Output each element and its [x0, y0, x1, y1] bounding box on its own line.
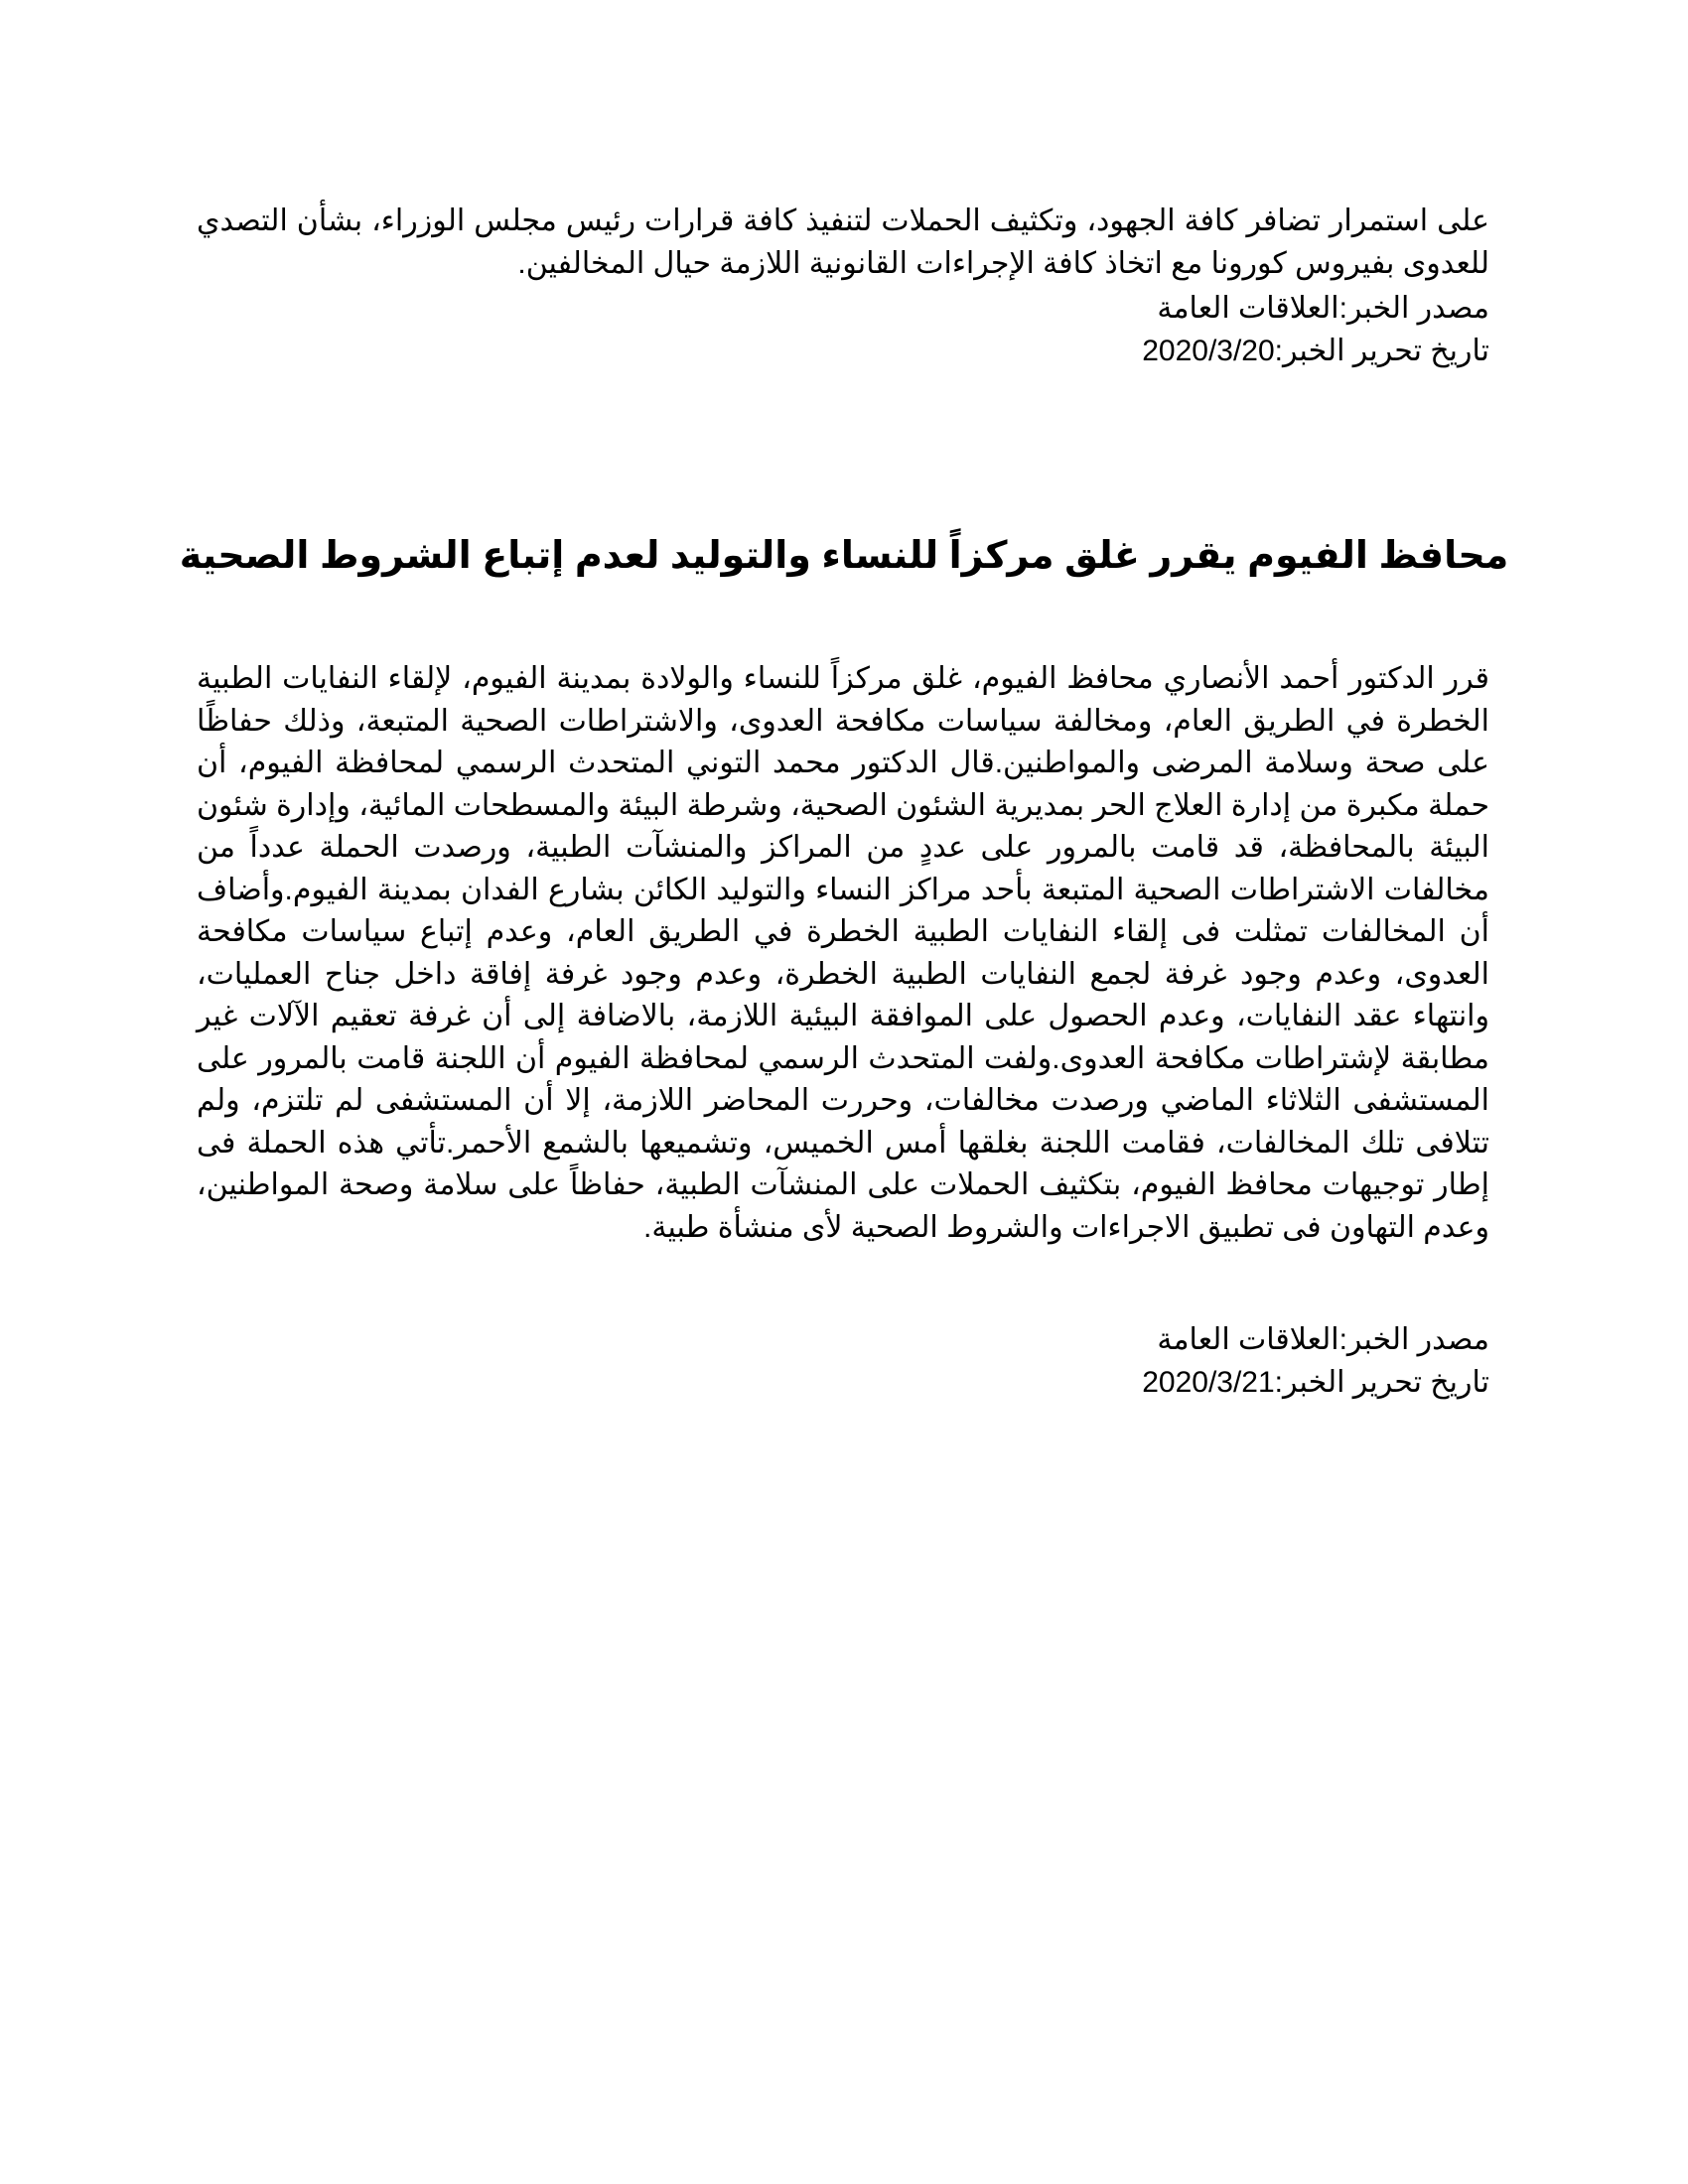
article-headline: محافظ الفيوم يقرر غلق مركزاً للنساء والتوليد لعدم إتباع الشروط الصحية — [179, 535, 1509, 577]
source-label: مصدر الخبر: — [1338, 292, 1489, 325]
source-label: مصدر الخبر: — [1338, 1323, 1489, 1356]
previous-article-meta — [1142, 288, 1489, 372]
date-value: 2020/3/20 — [1142, 334, 1275, 367]
source-line — [1142, 1319, 1489, 1362]
source-value: العلاقات العامة — [1157, 292, 1339, 325]
date-value: 2020/3/21 — [1142, 1365, 1275, 1399]
source-line — [1142, 288, 1489, 331]
date-line — [1142, 1362, 1489, 1405]
date-label: تاريخ تحرير الخبر: — [1274, 334, 1489, 367]
previous-article-paragraph: على استمرار تضافر كافة الجهود، وتكثيف الحملات لتنفيذ كافة قرارات رئيس مجلس الوزراء، بشأن التصدي للعدوى بفيروس كورونا مع اتخاذ كافة الإجراءات القانونية اللازمة حيال المخالفين. — [197, 205, 1489, 280]
article-body: قرر الدكتور أحمد الأنصاري محافظ الفيوم، غلق مركزاً للنساء والولادة بمدينة الفيوم، لإلقاء النفايات الطبية الخطرة في الطريق العام، ومخالفة سياسات مكافحة العدوى، والاشتراطات الصحية المتبعة، وذلك حفاظًا على صحة وسلامة المرضى والمواطنين.قال الدكتور محمد التوني المتحدث الرسمي لمحافظة الفيوم، أن حملة مكبرة من إدارة العلاج الحر بمديرية الشئون الصحية، وشرطة البيئة والمسطحات المائية، وإدارة شئون البيئة بالمحافظة، قد قامت بالمرور على عددٍ من المراكز والمنشآت الطبية، ورصدت الحملة عدداً من مخالفات الاشتراطات الصحية المتبعة بأحد مراكز النساء والتوليد الكائن بشارع الفدان بمدينة الفيوم.وأضاف أن المخالفات تمثلت فى إلقاء النفايات الطبية الخطرة في الطريق العام، وعدم إتباع سياسات مكافحة العدوى، وعدم وجود غرفة لجمع النفايات الطبية الخطرة، وعدم وجود غرفة إفاقة داخل جناح العمليات، وانتهاء عقد النفايات، وعدم الحصول على الموافقة البيئية اللازمة، بالاضافة إلى أن غرفة تعقيم الآلات غير مطابقة لإشتراطات مكافحة العدوى.ولفت المتحدث الرسمي لمحافظة الفيوم أن اللجنة قامت بالمرور على المستشفى الثلاثاء الماضي ورصدت مخالفات، وحررت المحاضر اللازمة، إلا أن المستشفى لم تلتزم، ولم تتلافى تلك المخالفات، فقامت اللجنة بغلقها أمس الخميس، وتشميعها بالشمع الأحمر.تأتي هذه الحملة فى إطار توجيهات محافظ الفيوم، بتكثيف الحملات على المنشآت الطبية، حفاظاً على سلامة وصحة المواطنين، وعدم التهاون فى تطبيق الاجراءات والشروط الصحية لأى منشأة طبية. — [197, 662, 1489, 1244]
article-meta — [1142, 1319, 1489, 1404]
date-label: تاريخ تحرير الخبر: — [1274, 1365, 1489, 1399]
date-line — [1142, 331, 1489, 373]
source-value: العلاقات العامة — [1157, 1323, 1339, 1356]
